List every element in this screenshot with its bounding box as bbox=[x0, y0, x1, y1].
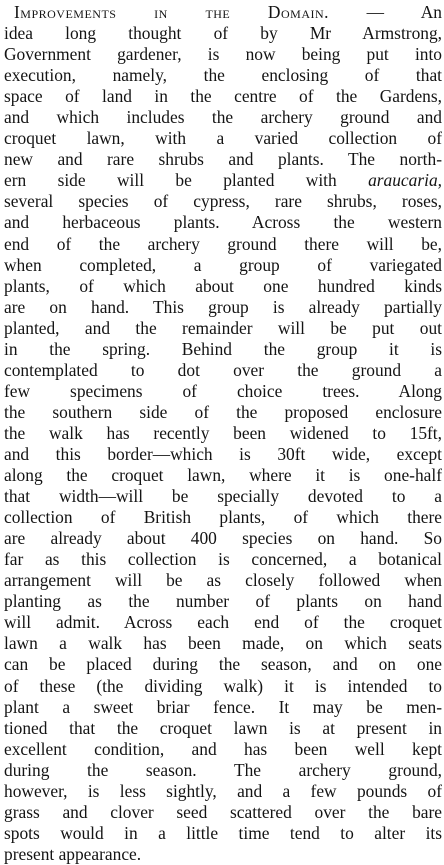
article-line: idea long thought of by Mr Armstrong, bbox=[4, 23, 442, 44]
article-line: along the croquet lawn, where it is one-half bbox=[4, 465, 442, 486]
article-line: when completed, a group of variegated bbox=[4, 254, 442, 275]
article-line: space of land in the centre of the Gardens, bbox=[4, 86, 442, 107]
news-article bbox=[4, 2, 442, 865]
article-line: grass and clover seed scattered over the bare bbox=[4, 801, 442, 822]
article-line: planted, and the remainder will be put out bbox=[4, 317, 442, 338]
article-line: contemplated to dot over the ground a bbox=[4, 359, 442, 380]
article-line: and this border—which is 30ft wide, except bbox=[4, 443, 442, 464]
article-line: arrangement will be as closely followed when bbox=[4, 570, 442, 591]
article-line: are already about 400 species on hand. So bbox=[4, 528, 442, 549]
article-line: and herbaceous plants. Across the western bbox=[4, 212, 442, 233]
article-line: the walk has recently been widened to 15ft, bbox=[4, 422, 442, 443]
article-line: few specimens of choice trees. Along bbox=[4, 380, 442, 401]
article-line: tioned that the croquet lawn is at present in bbox=[4, 717, 442, 738]
article-line: however, is less sightly, and a few pounds of bbox=[4, 780, 442, 801]
article-line: lawn a walk has been made, on which seats bbox=[4, 633, 442, 654]
article-line: planting as the number of plants on hand bbox=[4, 591, 442, 612]
article-line: can be placed during the season, and on one bbox=[4, 654, 442, 675]
article-line: the southern side of the proposed enclosure bbox=[4, 401, 442, 422]
article-headline: Improvements in the Domain. — bbox=[14, 2, 385, 22]
article-line: in the spring. Behind the group it is bbox=[4, 338, 442, 359]
article-line: spots would in a little time tend to alter its bbox=[4, 822, 442, 843]
article-line: of these (the dividing walk) it is intended to bbox=[4, 675, 442, 696]
article-line: during the season. The archery ground, bbox=[4, 759, 442, 780]
article-text: ern side will be planted with bbox=[4, 170, 337, 191]
article-line: execution, namely, the enclosing of that bbox=[4, 65, 442, 86]
article-line: Government gardener, is now being put into bbox=[4, 44, 442, 65]
article-line: are on hand. This group is already partially bbox=[4, 296, 442, 317]
article-line: new and rare shrubs and plants. The north- bbox=[4, 149, 442, 170]
article-text: An bbox=[420, 2, 442, 22]
article-line: far as this collection is concerned, a botanical bbox=[4, 549, 442, 570]
article-line: collection of British plants, of which there bbox=[4, 507, 442, 528]
article-line: plants, of which about one hundred kinds bbox=[4, 275, 442, 296]
article-line: croquet lawn, with a varied collection of bbox=[4, 128, 442, 149]
article-line: several species of cypress, rare shrubs, roses, bbox=[4, 191, 442, 212]
article-line: that width—will be specially devoted to a bbox=[4, 486, 442, 507]
article-line: excellent condition, and has been well kept bbox=[4, 738, 442, 759]
article-line: present appearance. bbox=[4, 843, 142, 864]
article-line: end of the archery ground there will be, bbox=[4, 233, 442, 254]
article-line: plant a sweet briar fence. It may be men- bbox=[4, 696, 442, 717]
article-line: and which includes the archery ground and bbox=[4, 107, 442, 128]
article-line bbox=[4, 170, 442, 191]
article-line: will admit. Across each end of the croquet bbox=[4, 612, 442, 633]
article-italic-text: araucaria, bbox=[368, 170, 442, 191]
article-line bbox=[4, 2, 442, 23]
